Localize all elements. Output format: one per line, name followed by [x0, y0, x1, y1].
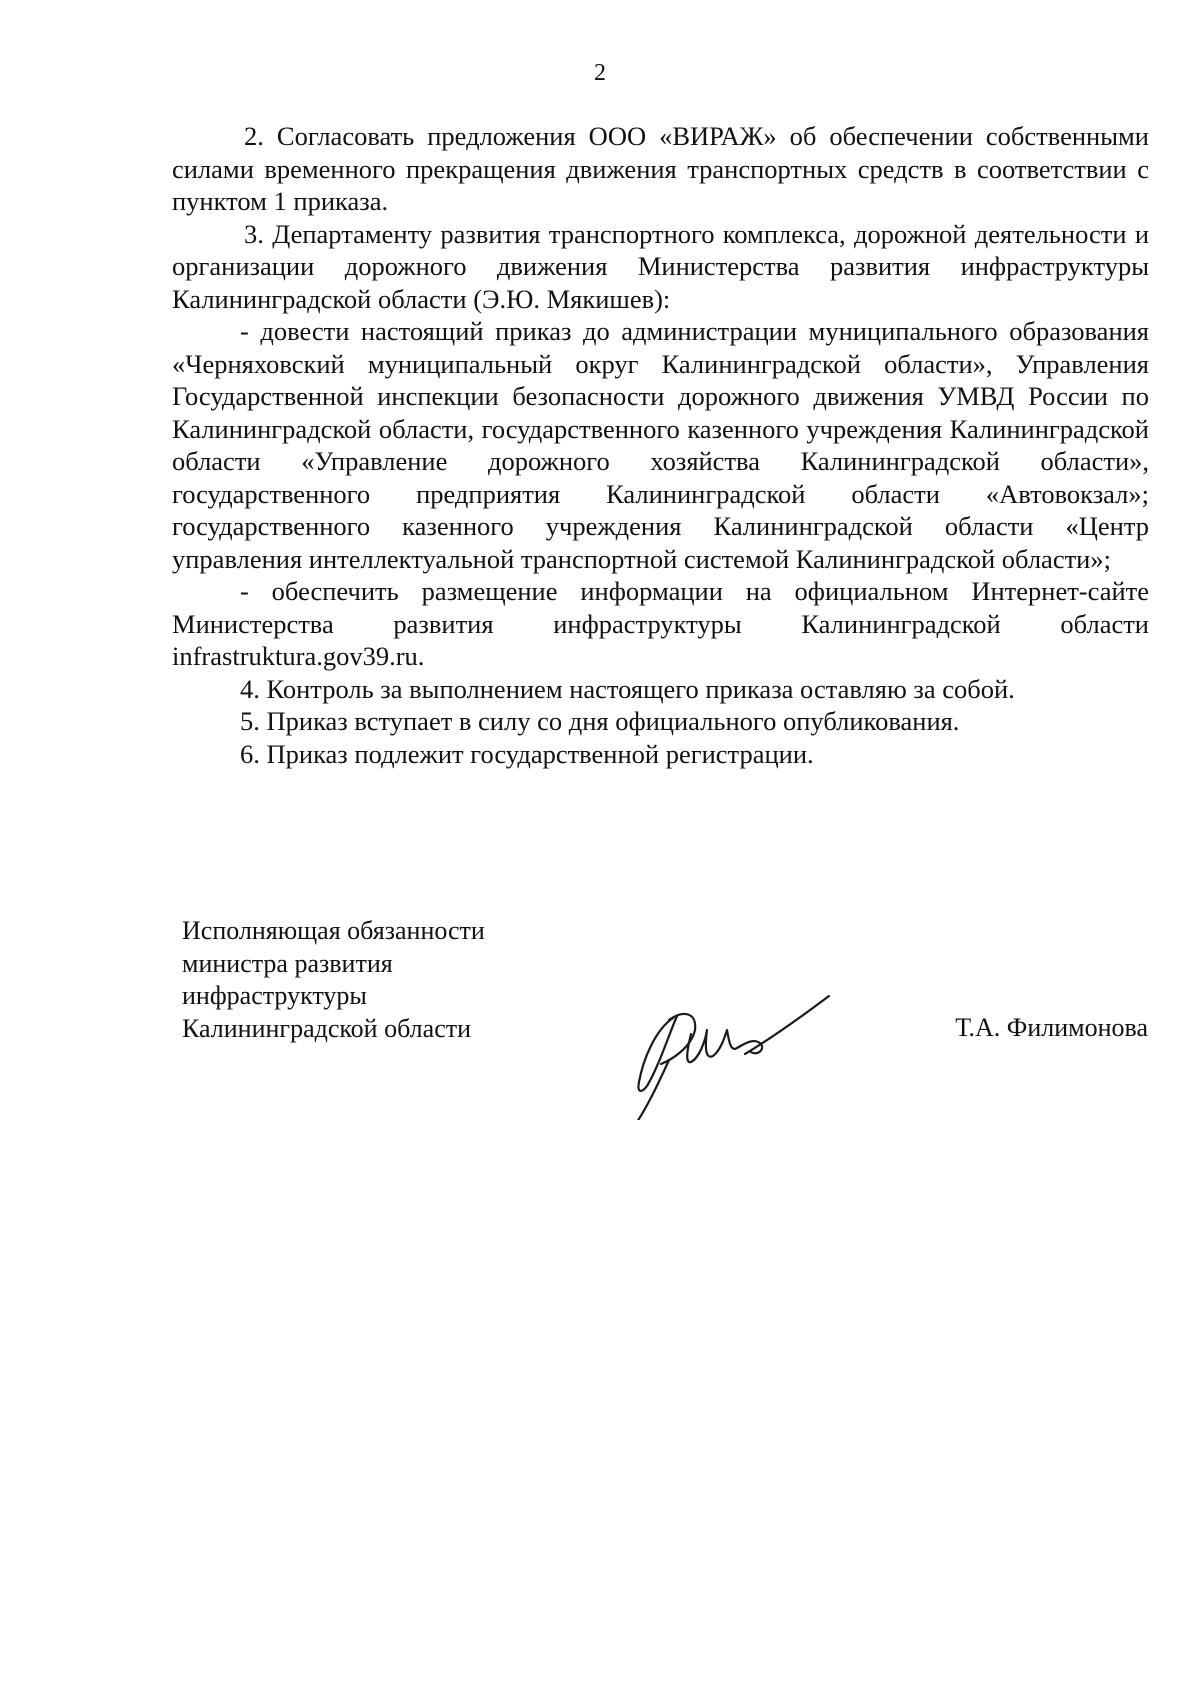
paragraph-sub-item-notify: - довести настоящий приказ до администрации муниципального образования «Черняховский муниципальный округ Калининградской области», Управления Государственной инспекции безопасности дорожного движения УМВД России по Калининградской области, государственного казенного учреждения Калининградской области «Управление дорожного хозяйства Калининградской области», государственного предприятия Калининградской области «Автовокзал»; государственного казенного учреждения Калининградской области «Центр управления интеллектуальной транспортной системой Калининградской области»;	[172, 316, 1149, 574]
signatory-title-line: Исполняющая обязанности	[182, 916, 485, 945]
signatory-title-line: министра развития	[182, 948, 393, 978]
handwritten-signature	[625, 990, 845, 1120]
signatory-name: Т.А. Филимонова	[955, 1013, 1148, 1042]
paragraph-item-6: 6. Приказ подлежит государственной регистрации.	[240, 738, 814, 769]
paragraph-item-3: 3. Департаменту развития транспортного комплекса, дорожной деятельности и организации дорожного движения Министерства развития инфраструктуры Калининградской области (Э.Ю. Мякишев):	[172, 218, 1149, 314]
paragraph-sub-item-publish: - обеспечить размещение информации на официальном Интернет-сайте Министерства развития инфраструктуры Калининградской области infrastruktura.gov39.ru.	[172, 576, 1149, 671]
paragraph-item-4: 4. Контроль за выполнением настоящего приказа оставляю за собой.	[240, 673, 1015, 704]
paragraph-item-2: 2. Согласовать предложения ООО «ВИРАЖ» об обеспечении собственными силами временного прекращения движения транспортных средств в соответствии с пунктом 1 приказа.	[172, 121, 1149, 216]
page-number: 2	[594, 60, 606, 86]
signatory-title	[182, 915, 485, 1045]
paragraph-item-5: 5. Приказ вступает в силу со дня официального опубликования.	[240, 706, 960, 736]
signatory-title-line: инфраструктуры	[182, 981, 367, 1010]
signatory-title-line: Калининградской области	[182, 1013, 472, 1043]
document-body	[172, 120, 1149, 770]
